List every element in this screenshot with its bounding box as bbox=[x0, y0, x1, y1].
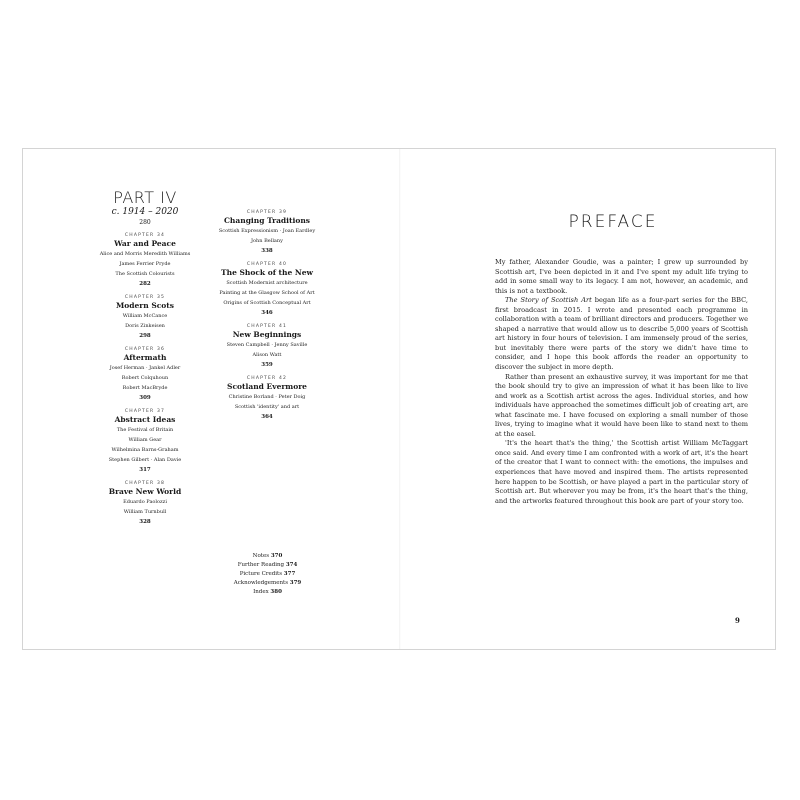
chapter-subject: Painting at the Glasgow School of Art bbox=[219, 290, 315, 296]
chapter-subject: William McCance bbox=[122, 313, 168, 319]
chapter-title: Modern Scots bbox=[115, 301, 174, 310]
backmatter-label: Index bbox=[253, 589, 269, 595]
chapter-page-number: 359 bbox=[261, 362, 273, 368]
backmatter-label: Notes bbox=[252, 553, 270, 559]
chapter-subject: James Ferrier Pryde bbox=[119, 261, 171, 267]
chapter-label: CHAPTER 42 bbox=[246, 376, 288, 381]
chapter-subject: Stephen Gilbert · Alan Davie bbox=[108, 457, 182, 463]
chapter-entry bbox=[197, 323, 337, 370]
chapter-subject: Robert MacBryde bbox=[122, 385, 168, 391]
chapter-title: Scotland Evermore bbox=[227, 382, 307, 391]
chapter-list-right bbox=[197, 209, 337, 422]
chapter-page-number: 338 bbox=[261, 248, 273, 254]
chapter-subject: Josef Herman · Jankel Adler bbox=[109, 365, 181, 371]
preface-paragraph: My father, Alexander Goudie, was a painter; I grew up surrounded by Scottish art, I've been depicted in it and I've spent my adult life trying to add in some small way to its legacy. I am not, however, an academic, and this is not a textbook. bbox=[495, 258, 748, 295]
chapter-subject: Christine Borland · Peter Doig bbox=[228, 394, 306, 400]
backmatter-label: Picture Credits bbox=[239, 571, 283, 577]
backmatter-label: Further Reading bbox=[237, 562, 285, 568]
chapter-title: War and Peace bbox=[114, 239, 176, 248]
chapter-entry bbox=[90, 294, 200, 341]
chapter-title: Changing Traditions bbox=[223, 216, 311, 225]
contents-column-right bbox=[197, 209, 337, 427]
page-number: 9 bbox=[735, 616, 740, 625]
preface-paragraph bbox=[495, 296, 748, 372]
chapter-subject: Wilhelmina Barns-Graham bbox=[111, 447, 179, 453]
chapter-subject: John Bellany bbox=[251, 238, 283, 244]
preface-paragraph: 'It's the heart that's the thing,' the Scottish artist William McTaggart once said. And every time I am confronted with a work of art, it's the heart of the creator that I want to connect with: the emotions, the impulses and experiences that have moved and inspired them. The artists represented here happen to be Scottish, or have played a part in the particular story of Scottish art. But wherever you may be from, it's the heart that's the thing, and the artworks featured throughout this book are part of your story too. bbox=[495, 439, 748, 505]
part-page-number: 280 bbox=[139, 219, 151, 226]
backmatter-label: Acknowledgements bbox=[233, 580, 289, 586]
chapter-subject: Scottish Expressionism · Joan Eardley bbox=[218, 228, 316, 234]
chapter-subject: Alice and Morris Meredith Williams bbox=[99, 251, 191, 257]
contents-column-left bbox=[90, 189, 200, 532]
chapter-entry bbox=[90, 346, 200, 403]
chapter-subject: Robert Colquhoun bbox=[121, 375, 169, 381]
chapter-subject: Steven Campbell · Jenny Saville bbox=[226, 342, 308, 348]
chapter-entry bbox=[90, 480, 200, 527]
book-spread bbox=[22, 148, 776, 650]
chapter-page-number: 309 bbox=[139, 395, 151, 401]
chapter-subject: William Gear bbox=[128, 437, 162, 443]
chapter-page-number: 328 bbox=[139, 519, 151, 525]
preface-body bbox=[495, 258, 748, 506]
chapter-label: CHAPTER 39 bbox=[246, 210, 288, 215]
chapter-page-number: 282 bbox=[139, 281, 151, 287]
chapter-entry bbox=[197, 261, 337, 318]
chapter-label: CHAPTER 40 bbox=[246, 262, 288, 267]
chapter-entry bbox=[197, 209, 337, 256]
chapter-label: CHAPTER 41 bbox=[246, 324, 288, 329]
backmatter-entry bbox=[220, 570, 315, 579]
chapter-subject: Scottish 'identity' and art bbox=[234, 404, 300, 410]
chapter-subject: Scottish Modernist architecture bbox=[226, 280, 308, 286]
chapter-entry bbox=[197, 375, 337, 422]
chapter-subject: Alison Watt bbox=[252, 352, 282, 358]
chapter-entry bbox=[90, 408, 200, 475]
chapter-title: The Shock of the New bbox=[221, 268, 313, 277]
chapter-subject: William Turnbull bbox=[123, 509, 167, 515]
preface-paragraph: Rather than present an exhaustive survey, it was important for me that the book should try to give an impression of what it has been like to live and work as a Scottish artist across the ages. Individual stories, and how individuals have approached the sometimes difficult job of creating art, are what fascinate me. I have focused on exploring a small number of those lives, trying to imagine what it would have been like to stand next to them at the easel. bbox=[495, 372, 748, 438]
chapter-page-number: 346 bbox=[261, 310, 273, 316]
preface-paragraph-text: began life as a four-part series for the BBC, first broadcast in 2015. I wrote and presented each programme in collaboration with a team of brilliant directors and producers. Together we shaped a narrative that would allow us to describe 5,000 years of Scottish art history in four hours of television. I am immensely proud of the series, but inevitably there were parts of the story we didn't have time to consider, and I hope this book affords the reader an opportunity to discover the subject in more depth. bbox=[495, 296, 748, 372]
chapter-subject: The Festival of Britain bbox=[116, 427, 174, 433]
backmatter-page-number: 379 bbox=[289, 580, 302, 586]
chapter-title: New Beginnings bbox=[232, 330, 302, 339]
part-title: PART IV bbox=[113, 188, 177, 207]
chapter-title: Aftermath bbox=[123, 353, 167, 362]
chapter-subject: The Scottish Colourists bbox=[115, 271, 175, 277]
chapter-page-number: 364 bbox=[261, 414, 273, 420]
backmatter-list bbox=[220, 552, 315, 597]
part-years: c. 1914 – 2020 bbox=[111, 207, 179, 217]
backmatter-page-number: 370 bbox=[270, 553, 283, 559]
backmatter-page-number: 377 bbox=[283, 571, 296, 577]
chapter-page-number: 317 bbox=[139, 467, 151, 473]
chapter-page-number: 298 bbox=[139, 333, 151, 339]
chapter-label: CHAPTER 35 bbox=[124, 295, 166, 300]
chapter-label: CHAPTER 38 bbox=[124, 481, 166, 486]
chapter-label: CHAPTER 36 bbox=[124, 347, 166, 352]
preface-title: PREFACE bbox=[568, 212, 658, 232]
chapter-subject: Origins of Scottish Conceptual Art bbox=[223, 300, 311, 306]
backmatter-page-number: 374 bbox=[285, 562, 298, 568]
chapter-subject: Eduardo Paolozzi bbox=[123, 499, 167, 505]
backmatter-entry bbox=[220, 552, 315, 561]
backmatter-entry bbox=[220, 588, 315, 597]
chapter-title: Abstract Ideas bbox=[114, 415, 176, 424]
chapter-entry bbox=[90, 232, 200, 289]
book-title-italic: The Story of Scottish Art bbox=[505, 296, 592, 305]
chapter-list-left bbox=[90, 232, 200, 527]
book-gutter bbox=[399, 149, 401, 649]
backmatter-entry bbox=[220, 561, 315, 570]
backmatter-entry bbox=[220, 579, 315, 588]
chapter-title: Brave New World bbox=[108, 487, 182, 496]
backmatter-page-number: 380 bbox=[270, 589, 282, 595]
chapter-subject: Doris Zinkeisen bbox=[125, 323, 165, 329]
chapter-label: CHAPTER 37 bbox=[124, 409, 166, 414]
chapter-label: CHAPTER 34 bbox=[124, 233, 166, 238]
